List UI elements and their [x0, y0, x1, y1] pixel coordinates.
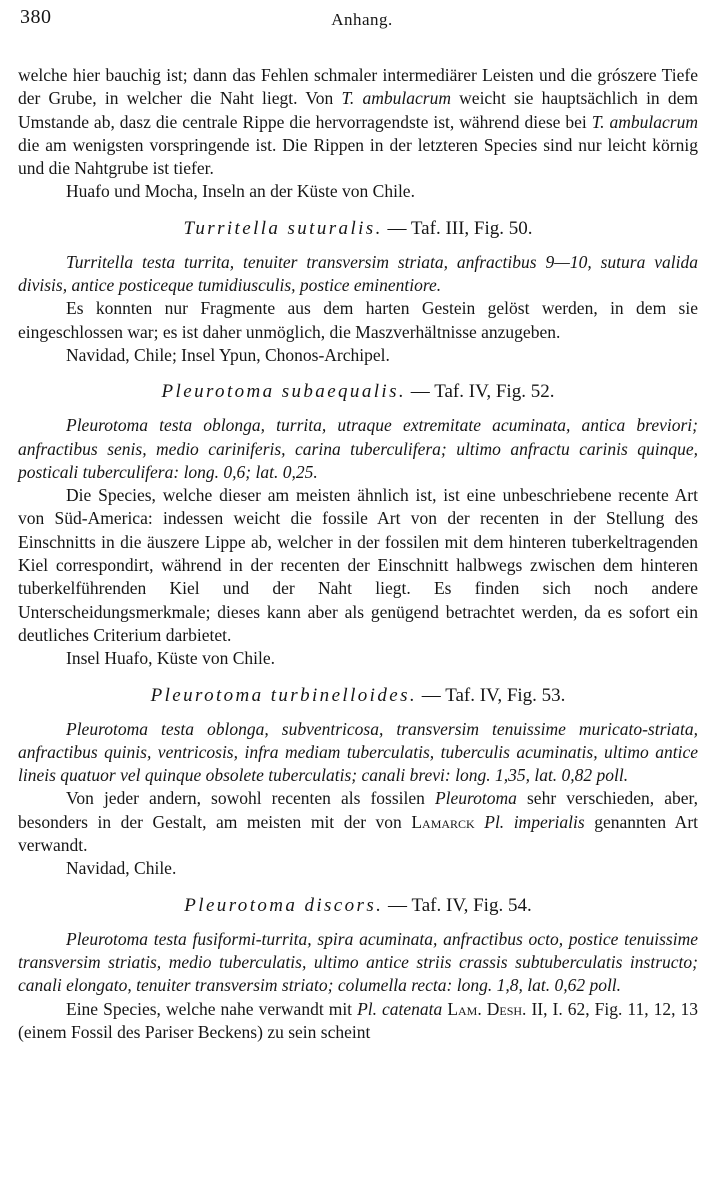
- page-number: 380: [20, 6, 52, 28]
- species-heading: [18, 684, 698, 708]
- species-name: Pleurotoma turbinelloides.: [150, 684, 418, 706]
- text-run: genannten Art verwandt.: [18, 811, 699, 856]
- text-run: welche hier bauchig ist; dann das Fehlen schmaler intermediärer Leisten und die grószere Tiefe der Grube, in welcher die Naht liegt. Von: [18, 65, 698, 109]
- description-paragraph: Es konnten nur Fragmente aus dem harten Gestein gelöst werden, in dem sie eingeschlossen war; es ist daher unmöglich, die Maszverhältnisse anzugeben.: [18, 298, 698, 342]
- plate-reference: — Taf. IV, Fig. 53.: [417, 684, 566, 706]
- plate-reference: — Taf. III, Fig. 50.: [382, 217, 533, 239]
- locality-line: Navidad, Chile; Insel Ypun, Chonos-Archipel.: [66, 344, 390, 365]
- latin-diagnosis: Pleurotoma testa oblonga, subventricosa, transversim tenuissime muricato-striata, anfractibus quinis, ventricosis, infra mediam tuberculatis, tuberculis acuminatis, ultimo antice lineis quatuor vel quinque obsolete tuberculatis; canali brevi: long. 1,35, lat. 0,82 poll.: [18, 718, 698, 786]
- genus-reference: Pleurotoma: [434, 788, 517, 809]
- locality-line: Huafo und Mocha, Inseln an der Küste von Chile.: [66, 181, 415, 202]
- species-heading: [18, 217, 698, 241]
- text-run: sehr verschieden, aber, besonders in der Gestalt, am meisten mit der von: [18, 788, 698, 832]
- page-header: [12, 6, 712, 32]
- plate-reference: — Taf. IV, Fig. 54.: [383, 894, 532, 916]
- running-head: Anhang.: [331, 10, 393, 29]
- species-reference: Pl. imperialis: [484, 811, 585, 832]
- species-reference: Pl. catenata: [357, 998, 443, 1019]
- text-run: die am wenigsten vorspringende ist. Die Rippen in der letzteren Species sind nur leicht körnig und die Nahtgrube ist tiefer.: [18, 134, 698, 179]
- text-run: II, I. 62, Fig. 11, 12, 13 (einem Fossil des Pariser Beckens) zu sein scheint: [18, 998, 699, 1042]
- species-heading: [18, 894, 698, 918]
- species-heading: [18, 380, 698, 404]
- latin-diagnosis: Pleurotoma testa fusiformi-turrita, spira acuminata, anfractibus octo, postice tenuissime transversim striatis, medio tuberculatis, ultimo antice striis crassis subtuberculatis instructo; canali elongato, tenuiter transversim striato; columella recta: long. 1,8, lat. 0,62 poll.: [18, 928, 698, 996]
- species-name: Pleurotoma discors.: [184, 894, 384, 916]
- text-run: weicht sie hauptsächlich in dem Umstande ab, dasz die centrale Rippe die hervorragendste ist, während diese bei: [18, 88, 699, 132]
- species-name: Pleurotoma subaequalis.: [161, 381, 407, 403]
- plate-reference: — Taf. IV, Fig. 52.: [406, 381, 555, 403]
- intro-paragraph: [18, 64, 698, 180]
- locality-line: Navidad, Chile.: [66, 858, 177, 879]
- species-reference: T. ambulacrum: [341, 88, 451, 109]
- species-reference: T. ambulacrum: [591, 111, 698, 132]
- latin-diagnosis: Turritella testa turrita, tenuiter transversim striata, anfractibus 9—10, sutura valida divisis, antice posticeque tumidiusculis, postice eminentiore.: [18, 251, 698, 296]
- latin-diagnosis: Pleurotoma testa oblonga, turrita, utraque extremitate acuminata, antica breviori; anfractibus senis, medio cariniferis, carina tuberculifera; ultimo anfractu carinis quinque, posticali tuberculifera: long. 0,6; lat. 0,25.: [18, 415, 698, 482]
- species-name: Turritella suturalis.: [183, 217, 383, 239]
- author-name: Lam. Desh.: [447, 998, 527, 1019]
- description-paragraph: Die Species, welche dieser am meisten ähnlich ist, ist eine unbeschriebene recente Art von Süd-America: indessen weicht die fossile Art von der recenten in der Stellung des Einschnitts in die äuszere Lippe ab, welcher in der fossilen mit dem hinteren tuberkeltragenden Kiel correspondirt, während in der recenten der Einschnitt halbwegs zwischen dem hinteren tuberkelführenden Kiel und der Naht liegt. Es finden sich noch andere Unterscheidungsmerkmale; dieses kann aber als genügend betrachtet werden, da es sofort ein deutliches Criterium darbietet.: [18, 485, 698, 645]
- author-name: Lamarck: [411, 811, 475, 832]
- text-run: [475, 812, 485, 832]
- description-paragraph: [18, 787, 698, 857]
- text-run: Von jeder andern, sowohl recenten als fossilen: [66, 788, 435, 809]
- text-run: Eine Species, welche nahe verwandt mit: [66, 998, 358, 1019]
- description-paragraph: [18, 998, 698, 1045]
- page-body: [18, 64, 698, 1044]
- locality-line: Insel Huafo, Küste von Chile.: [66, 648, 275, 669]
